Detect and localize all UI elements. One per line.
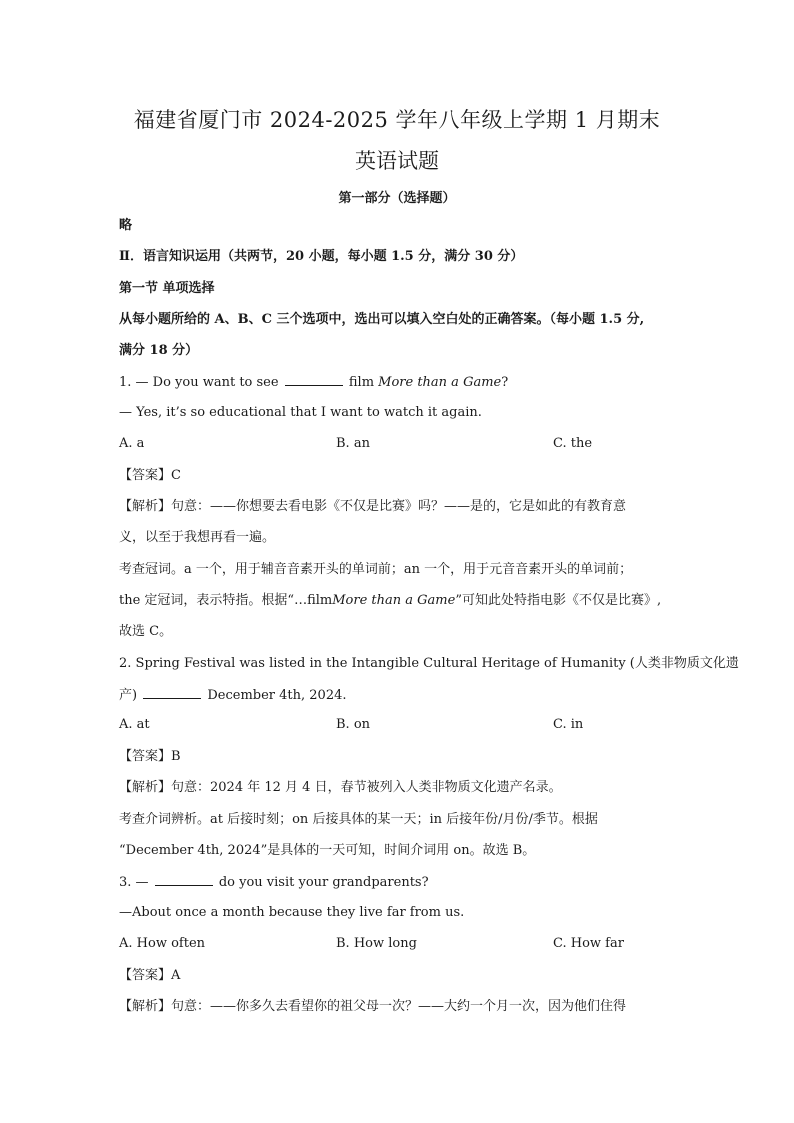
q1-explanation-1 [119,498,626,516]
question-3-reply: —About once a month because they live far from us. [119,905,465,920]
q1-exp4-film-title: More than a Game [332,593,456,608]
q3-explanation-1 [119,998,626,1016]
instruction-line-1: 从每小题所给的 A、B、C 三个选项中，选出可以填入空白处的正确答案。（每小题 1.5 分, [119,312,645,327]
q2-option-c: C. in [553,717,584,732]
q1-explanation-5: 故选 C。 [119,624,173,639]
q2-explanation-3: “December 4th, 2024”是具体的一天可知，时间介词用 on。故选 B。 [119,843,536,858]
q3-text-post: do you visit your grandparents? [218,875,429,890]
instruction-line-2: 满分 18 分） [119,343,199,358]
q3-option-a: A. How often [119,936,206,951]
q3-answer-blank [155,873,213,886]
q2-text-pre: 产) [119,688,138,703]
q2-explanation-2: 考查介词辨析。at 后接时刻；on 后接具体的某一天；in 后接年份/月份/季节。根据 [119,812,598,827]
q1-film-title: More than a Game [378,375,502,390]
question-2-stem-1: 2. Spring Festival was listed in the Intangible Cultural Heritage of Humanity (人类非物质文化遗 [119,656,739,671]
section-heading: Ⅱ．语言知识运用（共两节，20 小题，每小题 1.5 分，满分 30 分） [119,249,524,264]
doc-subtitle: 英语试题 [355,149,439,173]
q1-explanation-label: 【解析】 [119,499,172,514]
q2-answer-blank [143,686,201,699]
q2-explanation-label: 【解析】 [119,780,172,795]
q1-answer: 【答案】C [119,468,181,483]
q1-explanation-3: 考查冠词。a 一个，用于辅音音素开头的单词前；an 一个，用于元音音素开头的单词前； [119,562,633,577]
q3-option-b: B. How long [336,936,417,951]
q3-explanation-text: 句意：——你多久去看望你的祖父母一次？——大约一个月一次，因为他们住得 [171,999,627,1014]
q1-answer-blank [285,373,343,386]
q1-option-b: B. an [336,436,370,451]
question-3-stem [119,873,429,892]
q2-option-a: A. at [119,717,150,732]
q2-option-b: B. on [336,717,371,732]
q1-text-mid: film [348,375,375,390]
q1-exp4-post: ”可知此处特指电影《不仅是比赛》, [455,593,662,608]
q3-explanation-label: 【解析】 [119,999,172,1014]
question-1-stem [119,373,508,392]
q1-exp4-pre: the 定冠词，表示特指。根据“…film [119,593,333,608]
q2-answer: 【答案】B [119,749,181,764]
question-2-stem-2 [119,686,347,705]
q2-explanation-1 [119,779,562,797]
q3-text-pre: 3. — [119,875,149,890]
q1-explanation-text: 句意：——你想要去看电影《不仅是比赛》吗？——是的，它是如此的有教育意 [171,499,627,514]
q2-explanation-text: 句意：2024 年 12 月 4 日，春节被列入人类非物质文化遗产名录。 [171,780,562,795]
doc-title: 福建省厦门市 2024-2025 学年八年级上学期 1 月期末 [133,108,661,132]
q1-explanation-4 [119,592,661,610]
q1-explanation-2: 义，以至于我想再看一遍。 [119,530,276,545]
q1-option-c: C. the [553,436,593,451]
q3-option-c: C. How far [553,936,624,951]
question-1-reply: — Yes, it’s so educational that I want to watch it again. [119,405,482,420]
subsection-heading: 第一节 单项选择 [119,281,215,296]
q2-text-post: December 4th, 2024. [207,688,347,703]
part-heading: 第一部分（选择题） [338,191,456,206]
q3-answer: 【答案】A [119,968,181,983]
q1-text-post: ? [501,375,509,390]
q1-option-a: A. a [119,436,145,451]
q1-text-pre: 1. — Do you want to see [119,375,279,390]
omitted-note: 略 [119,218,133,233]
